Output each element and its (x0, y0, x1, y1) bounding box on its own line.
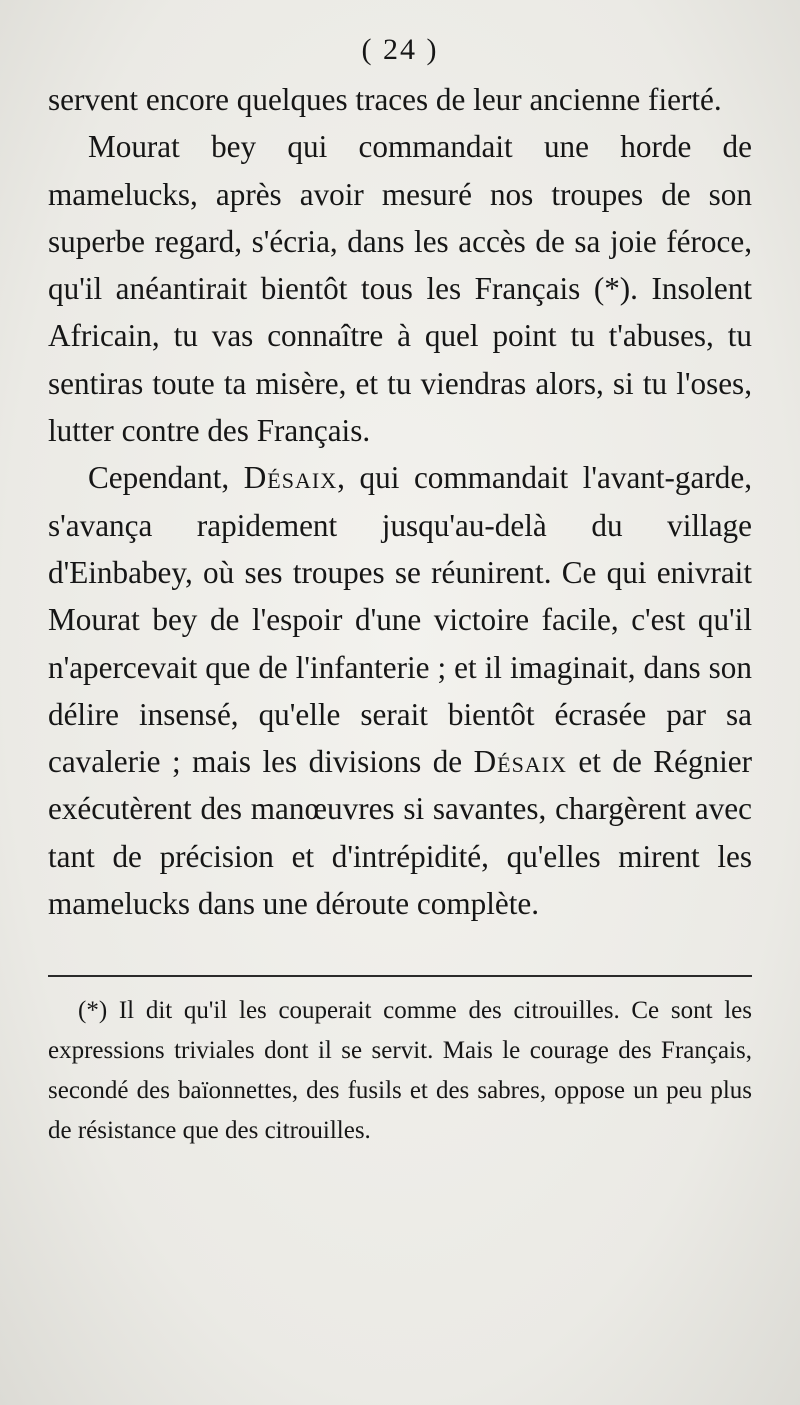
body-text (48, 76, 752, 927)
paragraph-1: servent encore quelques traces de leur ancienne fierté. (48, 82, 722, 117)
paragraph-2: Mourat bey qui commandait une horde de mamelucks, après avoir mesuré nos troupes de son superbe regard, s'écria, dans les accès de sa joie féroce, qu'il anéantirait bientôt tous les Français (*). Insolent Africain, tu vas connaître à quel point tu t'abuses, tu sentiras toute ta misère, et tu viendras alors, si tu l'oses, lutter contre des Français. (48, 129, 752, 449)
paragraph-3-part-1: Cependant, (88, 460, 244, 496)
paragraph-3 (48, 454, 752, 927)
paragraph-3-part-3: et de Régnier exécutèrent des manœuvres si savantes, chargèrent avec tant de précision et d'intrépidité, qu'elles mirent les mamelucks dans une déroute complète. (48, 744, 752, 922)
name-desaix-1: Désaix (243, 460, 338, 496)
paragraph-3-part-2: , qui commandait l'avant-garde, s'avança rapidement jusqu'au-delà du village d'Einbabey, où ses troupes se réunirent. Ce qui enivrait Mourat bey de l'espoir d'une victoire facile, c'est qu'il n'apercevait que de l'infanterie ; et il imaginait, dans son délire insensé, qu'elle serait bientôt écrasée par sa cavalerie ; mais les divisions de (48, 460, 752, 780)
name-desaix-2: Désaix (473, 744, 567, 780)
footnote: (*) Il dit qu'il les couperait comme des citrouilles. Ce sont les expressions triviales dont il se servit. Mais le courage des Français, secondé des baïonnettes, des fusils et des sabres, oppose un peu plus de résistance que des citrouilles. (48, 997, 752, 1145)
footnote-divider (48, 975, 752, 977)
page-number: ( 24 ) (361, 33, 439, 66)
